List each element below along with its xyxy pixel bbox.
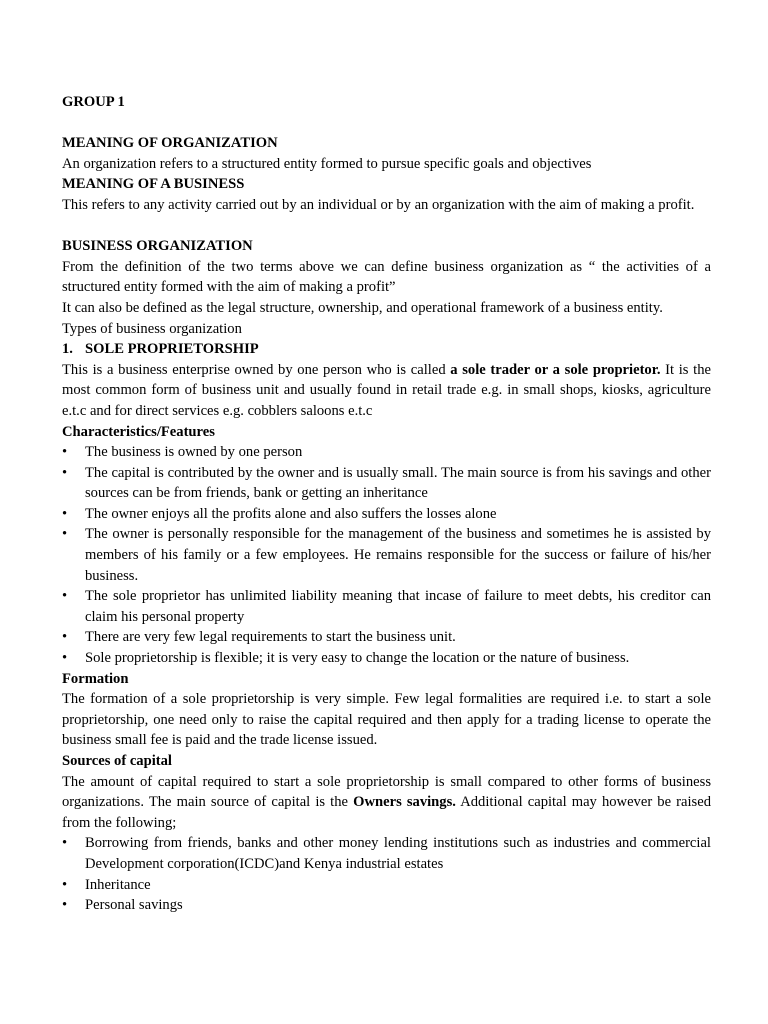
sources-list (62, 833, 711, 915)
list-item-text: The business is owned by one person (85, 444, 303, 461)
list-item-text: Personal savings (85, 897, 183, 914)
list-item-text: There are very few legal requirements to start the business unit. (85, 629, 456, 646)
list-item (62, 895, 711, 916)
business-org-text-2: It can also be defined as the legal structure, ownership, and operational framework of a business entity. (62, 299, 663, 316)
sources-heading: Sources of capital (62, 753, 172, 769)
list-item-text: The owner enjoys all the profits alone and also suffers the losses alone (85, 505, 497, 522)
meaning-org-text: An organization refers to a structured entity formed to pursue specific goals and objectives (62, 155, 592, 172)
sole-intro-part-b: It is the most common form of business unit and usually found in retail trade e.g. in small shops, kiosks, agriculture e.t.c and for direct services e.g. cobblers saloons e.t.c (62, 361, 711, 419)
sole-intro (62, 360, 711, 422)
business-org-text-1: From the definition of the two terms above we can define business organization as “ the activities of a structured entity formed with the aim of making a profit” (62, 258, 711, 296)
sources-text-bold: Owners savings. (353, 794, 456, 811)
section-title: SOLE PROPRIETORSHIP (85, 341, 259, 358)
list-item (62, 504, 711, 525)
business-org-heading: BUSINESS ORGANIZATION (62, 238, 253, 255)
list-item (62, 463, 711, 504)
sole-intro-bold: a sole trader or a sole proprietor. (450, 361, 661, 378)
meaning-business-text: This refers to any activity carried out by an individual or by an organization with the aim of making a profit. (62, 196, 695, 213)
section-number: 1. (62, 341, 73, 358)
sources-text-part-b: Additional capital may however be raised from the following; (62, 794, 712, 831)
list-item-text: The capital is contributed by the owner and is usually small. The main source is from his savings and other sources can be from friends, bank or getting an inheritance (85, 464, 711, 502)
list-item (62, 524, 711, 586)
bullet-icon: • (62, 505, 68, 522)
bullet-icon: • (62, 897, 68, 914)
sources-text-part-a: The amount of capital required to start a sole proprietorship is small compared to other forms of business organizations. The main source of capital is the (62, 773, 711, 811)
group-title: GROUP 1 (62, 94, 125, 110)
spacer (62, 216, 711, 237)
list-item-text: Inheritance (85, 876, 151, 893)
formation-heading: Formation (62, 670, 129, 687)
list-item-text: Borrowing from friends, banks and other money lending institutions such as industries and commercial Development corporation(ICDC)and Kenya industrial estates (85, 835, 711, 872)
list-item-text: The sole proprietor has unlimited liability meaning that incase of failure to meet debts, his creditor can claim his personal property (85, 588, 711, 625)
list-item (62, 442, 711, 463)
meaning-org-heading: MEANING OF ORGANIZATION (62, 135, 278, 152)
list-item (62, 627, 711, 648)
sources-text (62, 772, 711, 834)
list-item (62, 833, 711, 874)
meaning-business-heading: MEANING OF A BUSINESS (62, 176, 245, 193)
bullet-icon: • (62, 464, 68, 481)
sole-proprietorship-heading (62, 339, 711, 360)
list-item-text: Sole proprietorship is flexible; it is very easy to change the location or the nature of business. (85, 650, 630, 667)
types-text: Types of business organization (62, 320, 242, 337)
list-item (62, 586, 711, 627)
bullet-icon: • (62, 588, 68, 605)
bullet-icon: • (62, 835, 68, 852)
document-page (62, 92, 711, 916)
list-item (62, 648, 711, 669)
spacer (62, 113, 711, 134)
bullet-icon: • (62, 650, 68, 667)
list-item (62, 875, 711, 896)
bullet-icon: • (62, 526, 68, 543)
formation-text: The formation of a sole proprietorship is very simple. Few legal formalities are required i.e. to start a sole proprietorship, one need only to raise the capital required and then apply for a trading license to operate the business small fee is paid and the trade license issued. (62, 691, 711, 749)
list-item-text: The owner is personally responsible for the management of the business and sometimes he is assisted by members of his family or a few employees. He remains responsible for the success or failure of his/her business. (85, 526, 711, 584)
bullet-icon: • (62, 876, 68, 893)
bullet-icon: • (62, 444, 68, 461)
sole-intro-part-a: This is a business enterprise owned by one person who is called (62, 361, 451, 378)
bullet-icon: • (62, 629, 68, 646)
characteristics-list (62, 442, 711, 669)
characteristics-heading: Characteristics/Features (62, 423, 215, 440)
